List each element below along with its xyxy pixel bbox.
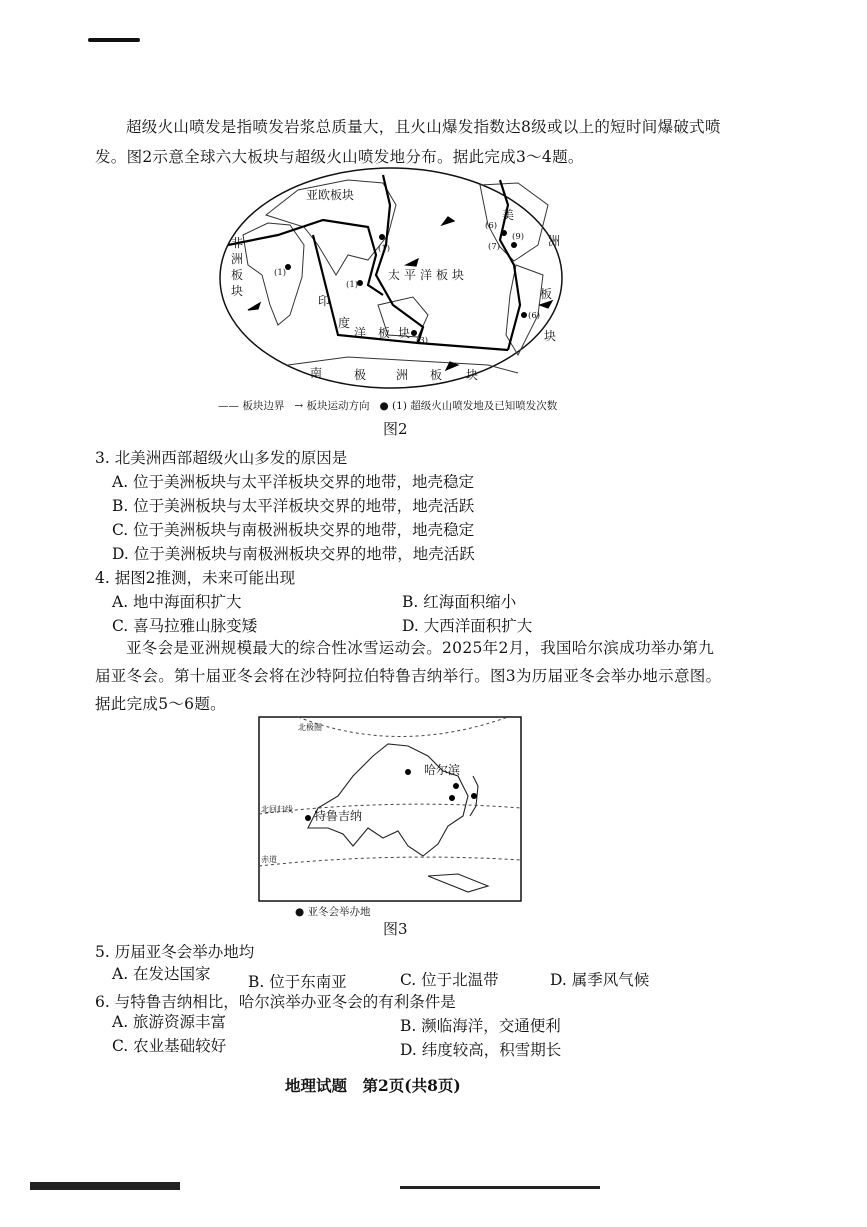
fig3-legend <box>295 904 371 919</box>
trojena-site <box>305 815 311 821</box>
label-america-4: 块 <box>544 329 557 343</box>
scan-mark <box>88 38 140 42</box>
trojena-label: 特鲁吉纳 <box>314 809 363 823</box>
legend-direction-label: 板块运动方向 <box>306 400 370 412</box>
q4-option-d: D. 大西洋面积扩大 <box>402 617 533 635</box>
label-america-2: 洲 <box>548 234 561 248</box>
label-indian-2: 度 <box>338 316 351 330</box>
count-label: (1) <box>378 244 391 254</box>
legend-host-symbol: ● <box>295 906 305 918</box>
q3-stem: 3. 北美洲西部超级火山多发的原因是 <box>95 449 348 467</box>
q4-stem: 4. 据图2推测，未来可能出现 <box>95 569 296 587</box>
legend-site-symbol: ● <box>379 400 389 412</box>
legend-boundary-label: 板块边界 <box>242 400 285 412</box>
legend-arrow-symbol: → <box>294 400 304 412</box>
label-antarctic-2: 极 <box>354 368 367 382</box>
count-label: (3) <box>416 336 429 346</box>
q4-option-b: B. 红海面积缩小 <box>402 593 517 611</box>
arctic-circle-label: 北极圈 <box>298 723 322 732</box>
volcano-site <box>511 242 517 248</box>
intro-paragraph-1: 超级火山喷发是指喷发岩浆总质量大，且火山爆发指数达8级或以上的短时间爆破式喷发。图2示意全球六大板块与超级火山喷发地分布。据此完成3～4题。 <box>95 118 721 166</box>
count-label: (7) <box>488 242 501 252</box>
q3-option-c: C. 位于美洲板块与南极洲板块交界的地带，地壳稳定 <box>112 521 475 539</box>
tropic-label: 北回归线 <box>261 805 293 814</box>
fig3-caption: 图3 <box>383 920 408 938</box>
volcano-site <box>501 230 507 236</box>
host-site <box>471 793 477 799</box>
count-label: (1) <box>274 268 287 278</box>
q6-option-d: D. 纬度较高，积雪期长 <box>400 1041 562 1059</box>
q3-option-d: D. 位于美洲板块与南极洲板块交界的地带，地壳活跃 <box>112 545 475 563</box>
q6-option-b: B. 濒临海洋，交通便利 <box>400 1017 561 1035</box>
count-label: (9) <box>512 232 525 242</box>
volcano-site <box>379 234 385 240</box>
count-label: (6) <box>528 311 541 321</box>
q3-option-b: B. 位于美洲板块与太平洋板块交界的地带，地壳活跃 <box>112 497 475 515</box>
q5-option-a: A. 在发达国家 <box>112 965 211 983</box>
fig2-caption: 图2 <box>383 420 408 438</box>
harbin-label: 哈尔滨 <box>424 763 461 777</box>
volcano-site <box>521 312 527 318</box>
label-indian-5: 块 <box>398 326 411 340</box>
label-africa-4: 块 <box>231 284 244 298</box>
q5-option-d: D. 属季风气候 <box>550 971 650 989</box>
q3-option-a: A. 位于美洲板块与太平洋板块交界的地带，地壳稳定 <box>112 473 475 491</box>
label-africa-3: 板 <box>231 268 244 282</box>
asia-map <box>258 716 522 902</box>
q5-option-c: C. 位于北温带 <box>400 971 499 989</box>
q6-option-a: A. 旅游资源丰富 <box>112 1013 227 1031</box>
label-antarctic-5: 块 <box>466 368 479 382</box>
host-site <box>449 795 455 801</box>
fig2-legend <box>218 398 557 413</box>
label-pacific-plate: 太平洋板块 <box>388 268 469 282</box>
plate-map <box>218 165 564 391</box>
legend-boundary-symbol: —— <box>218 400 239 412</box>
q4-option-c: C. 喜马拉雅山脉变矮 <box>112 617 258 635</box>
q4-option-a: A. 地中海面积扩大 <box>112 593 242 611</box>
label-america-3: 板 <box>540 287 553 301</box>
label-indian-1: 印 <box>318 294 331 308</box>
intro-paragraph-2: 亚冬会是亚洲规模最大的综合性冰雪运动会。2025年2月，我国哈尔滨成功举办第九届亚冬会。第十届亚冬会将在沙特阿拉伯特鲁吉纳举行。图3为历届亚冬会举办地示意图。据此完成5～6题。 <box>95 639 722 713</box>
q5-stem: 5. 历届亚冬会举办地均 <box>95 943 255 961</box>
label-antarctic-3: 洲 <box>396 368 409 382</box>
harbin-site <box>405 769 411 775</box>
scan-edge <box>400 1186 600 1189</box>
label-indian-4: 板 <box>378 326 391 340</box>
label-america-1: 美 <box>502 208 515 222</box>
q5-option-b: B. 位于东南亚 <box>248 973 347 991</box>
scan-edge <box>30 1182 180 1190</box>
label-africa-1: 非 <box>231 236 244 250</box>
count-label: (6) <box>485 221 498 231</box>
label-eurasia-plate: 亚欧板块 <box>306 188 355 202</box>
label-indian-3: 洋 <box>354 326 367 340</box>
equator-label: 赤道 <box>261 855 277 864</box>
count-label: (1) <box>346 280 359 290</box>
label-antarctic-1: 南 <box>310 366 323 380</box>
host-site <box>453 783 459 789</box>
legend-site-label: (1) 超级火山喷发地及已知喷发次数 <box>392 400 558 412</box>
label-africa-2: 洲 <box>231 252 244 266</box>
page-footer: 地理试题 第2页(共8页) <box>285 1076 461 1095</box>
legend-host-label: 亚冬会举办地 <box>307 906 371 918</box>
label-antarctic-4: 板 <box>430 368 443 382</box>
q6-stem: 6. 与特鲁吉纳相比，哈尔滨举办亚冬会的有利条件是 <box>95 993 456 1011</box>
q6-option-c: C. 农业基础较好 <box>112 1037 227 1055</box>
